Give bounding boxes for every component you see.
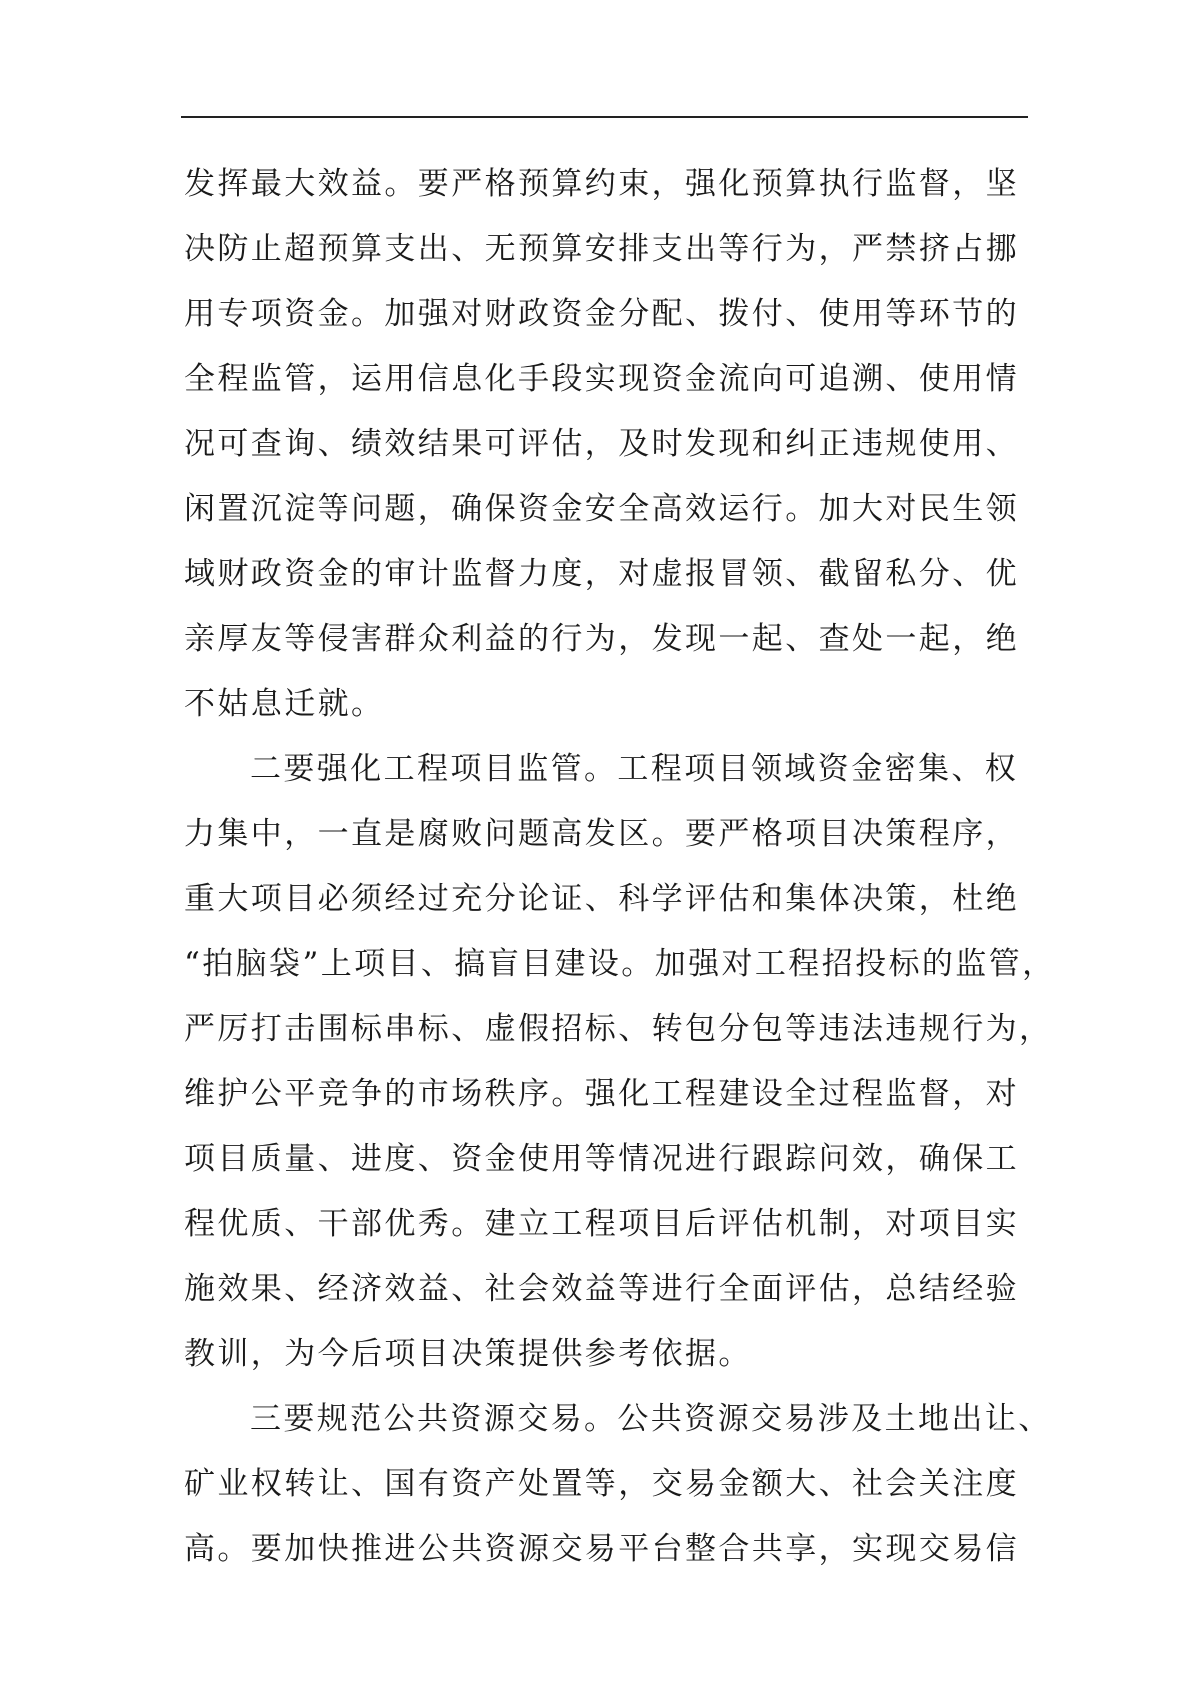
text-line: 闲置沉淀等问题，确保资金安全高效运行。加大对民生领	[184, 491, 1019, 527]
paragraph-engineering-projects	[184, 737, 1056, 1387]
text-line: 全程监管，运用信息化手段实现资金流向可追溯、使用情	[184, 361, 1019, 397]
text-line: 二要强化工程项目监管。工程项目领域资金密集、权	[250, 751, 1019, 787]
text-line: 域财政资金的审计监督力度，对虚报冒领、截留私分、优	[184, 556, 1019, 592]
text-line: 用专项资金。加强对财政资金分配、拨付、使用等环节的	[184, 296, 1019, 332]
text-line: 发挥最大效益。要严格预算约束，强化预算执行监督，坚	[184, 166, 1019, 202]
text-line: 维护公平竞争的市场秩序。强化工程建设全过程监督，对	[184, 1076, 1019, 1112]
text-line: 施效果、经济效益、社会效益等进行全面评估，总结经验	[184, 1271, 1019, 1307]
text-line: 项目质量、进度、资金使用等情况进行跟踪问效，确保工	[184, 1141, 1019, 1177]
paragraph-public-resource-trading	[184, 1387, 1052, 1582]
paragraph-budget-supervision	[184, 152, 1034, 737]
text-line: 三要规范公共资源交易。公共资源交易涉及土地出让、	[250, 1401, 1052, 1437]
text-line: 重大项目必须经过充分论证、科学评估和集体决策，杜绝	[184, 881, 1019, 917]
text-line: 亲厚友等侵害群众利益的行为，发现一起、查处一起，绝	[184, 621, 1019, 657]
text-line: 力集中，一直是腐败问题高发区。要严格项目决策程序，	[184, 816, 1019, 852]
text-line: 不姑息迁就。	[184, 686, 385, 722]
text-line: 严厉打击围标串标、虚假招标、转包分包等违法违规行为，	[184, 1011, 1053, 1047]
document-body	[184, 152, 1056, 1582]
text-line: “拍脑袋”上项目、搞盲目建设。加强对工程招投标的监管，	[184, 946, 1056, 982]
text-line: 高。要加快推进公共资源交易平台整合共享，实现交易信	[184, 1531, 1019, 1567]
text-line: 况可查询、绩效结果可评估，及时发现和纠正违规使用、	[184, 426, 1019, 462]
text-line: 矿业权转让、国有资产处置等，交易金额大、社会关注度	[184, 1466, 1019, 1502]
text-line: 教训，为今后项目决策提供参考依据。	[184, 1336, 752, 1372]
text-line: 程优质、干部优秀。建立工程项目后评估机制，对项目实	[184, 1206, 1019, 1242]
text-line: 决防止超预算支出、无预算安排支出等行为，严禁挤占挪	[184, 231, 1019, 267]
header-rule	[181, 116, 1028, 118]
